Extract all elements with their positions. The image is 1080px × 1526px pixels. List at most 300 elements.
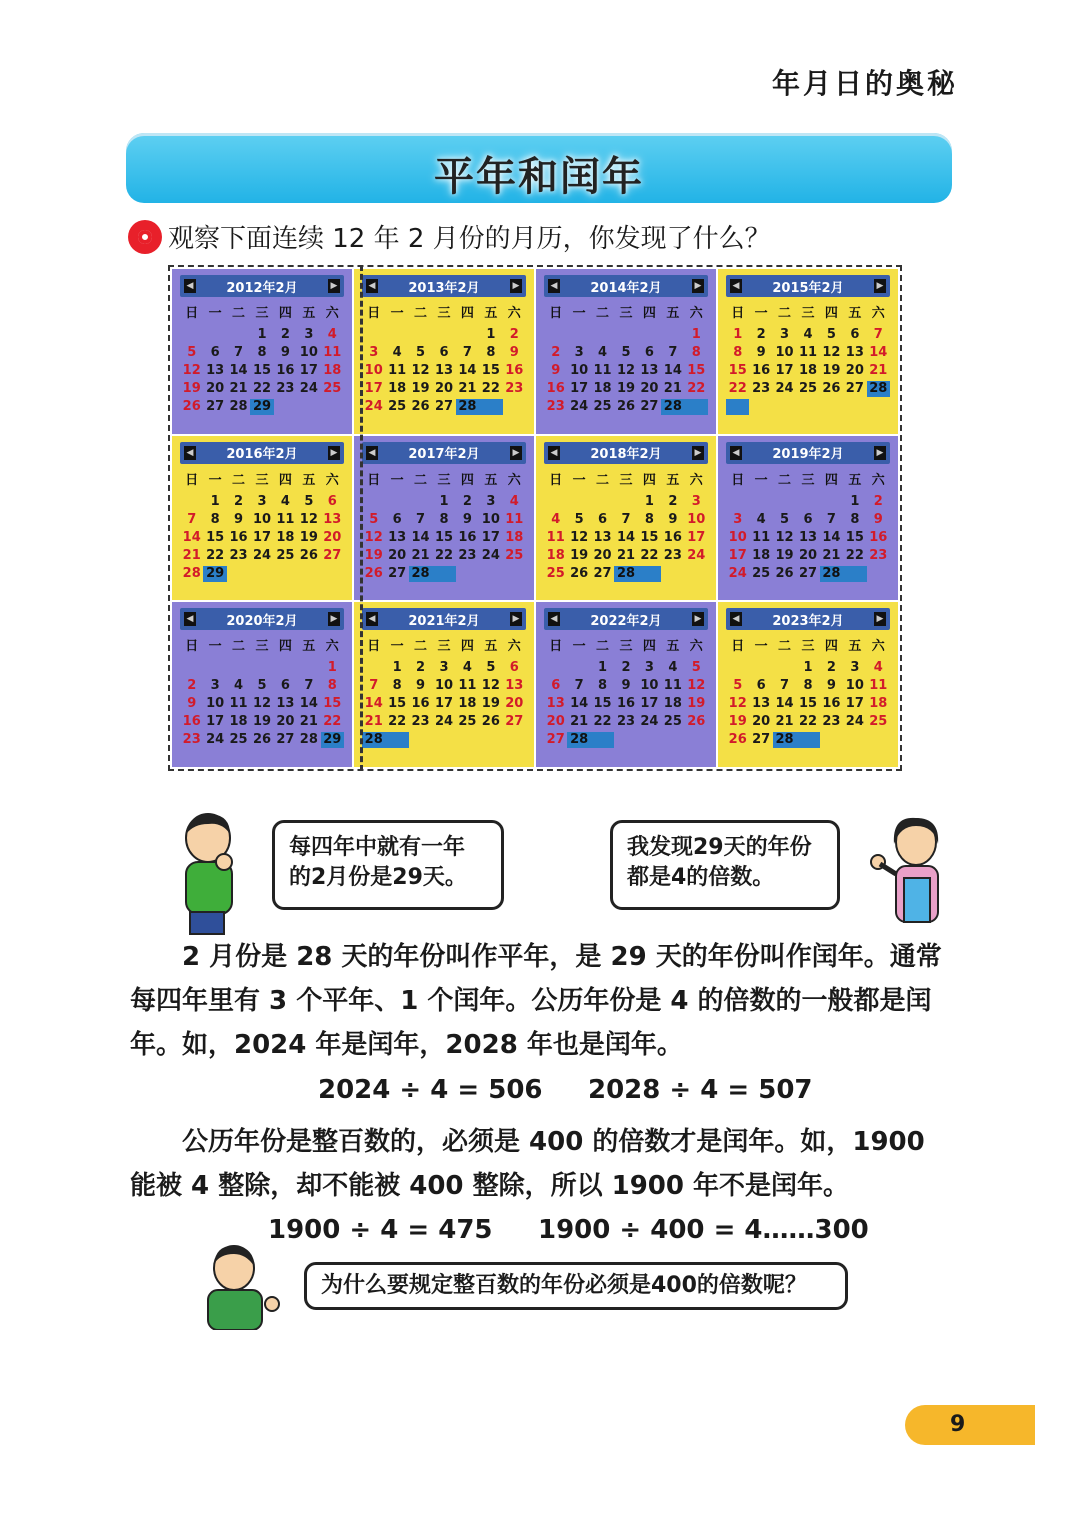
day-cell: 26 [687, 714, 706, 730]
day-cell: 3 [210, 678, 220, 694]
weekday-label: 四 [642, 306, 656, 321]
day-cell: 9 [551, 363, 561, 378]
weekday-label: 二 [232, 639, 246, 655]
boy-thinking-illustration [172, 808, 244, 936]
day-cell: 22 [798, 714, 818, 730]
day-cell: 24 [252, 547, 272, 563]
day-cell: 2 [234, 493, 244, 509]
day-cell: 26 [364, 565, 383, 581]
day-cell: 5 [826, 327, 836, 342]
weekday-label: 二 [596, 639, 610, 655]
day-grid [544, 327, 708, 415]
day-grid [726, 494, 890, 582]
weekday-label: 二 [232, 472, 246, 488]
weekday-label: 一 [390, 306, 404, 321]
day-cell: 18 [869, 696, 888, 712]
day-cell: 11 [458, 678, 477, 694]
day-cell: 21 [663, 381, 682, 396]
question-text: 观察下面连续 12 年 2 月份的月历，你发现了什么？ [168, 224, 771, 254]
weekday-row [362, 469, 526, 488]
day-cell: 27 [505, 714, 524, 730]
day-cell: 18 [388, 381, 407, 396]
day-cell: 9 [826, 678, 836, 694]
day-cell: 18 [505, 529, 524, 545]
day-cell: 8 [257, 345, 267, 360]
weekday-label: 五 [484, 306, 498, 321]
day-cell: 25 [869, 714, 888, 730]
day-cell: 12 [728, 696, 747, 712]
day-cell: 1 [257, 327, 267, 342]
day-cell: 11 [869, 678, 888, 694]
blank-day [385, 494, 408, 510]
day-cell: 22 [323, 714, 342, 730]
day-cell: 29 [203, 566, 226, 582]
month-title: 2017年2月 [408, 447, 480, 463]
weekday-label: 五 [848, 639, 862, 655]
day-cell: 14 [570, 696, 589, 712]
weekday-label: 三 [801, 306, 815, 321]
day-cell: 3 [439, 660, 449, 676]
day-cell: 3 [574, 345, 584, 360]
question-line [128, 218, 771, 255]
day-cell: 23 [752, 381, 771, 396]
weekday-label: 一 [390, 639, 404, 655]
day-cell: 7 [462, 345, 472, 360]
day-cell: 1 [691, 327, 701, 342]
weekday-label: 三 [255, 306, 269, 321]
day-cell: 25 [323, 381, 342, 396]
day-cell: 20 [276, 714, 295, 730]
day-cell: 3 [691, 493, 701, 509]
day-cell: 5 [733, 678, 743, 694]
day-cell: 29 [250, 399, 273, 415]
day-cell: 6 [850, 327, 860, 342]
empty-29-marker [843, 566, 866, 582]
day-cell: 23 [411, 714, 430, 730]
day-cell: 10 [687, 511, 706, 527]
month-title: 2016年2月 [226, 447, 298, 463]
weekday-label: 一 [754, 639, 768, 655]
day-cell: 3 [780, 327, 790, 342]
day-cell: 10 [775, 345, 794, 360]
day-grid [362, 660, 526, 748]
day-cell: 20 [752, 714, 771, 730]
day-cell: 2 [187, 678, 197, 694]
weekday-label: 日 [185, 639, 199, 655]
day-cell: 4 [327, 327, 337, 342]
next-arrow-icon: ▶ [874, 446, 886, 460]
day-cell: 8 [644, 511, 654, 527]
next-arrow-icon: ▶ [874, 612, 886, 626]
month-title: 2020年2月 [226, 613, 298, 629]
day-cell: 7 [873, 327, 883, 342]
day-cell: 15 [323, 696, 342, 712]
day-cell: 13 [798, 529, 818, 545]
day-cell: 27 [206, 399, 225, 414]
day-cell: 6 [803, 511, 813, 527]
month-header [726, 275, 890, 297]
prev-arrow-icon: ◀ [366, 612, 378, 626]
weekday-label: 二 [596, 306, 610, 321]
day-cell: 22 [593, 714, 612, 730]
weekday-label: 四 [278, 306, 292, 321]
day-grid [544, 660, 708, 748]
day-cell: 12 [570, 529, 589, 545]
weekday-label: 四 [642, 639, 656, 655]
weekday-label: 日 [185, 472, 199, 488]
day-cell: 9 [462, 511, 472, 527]
month-calendar [172, 269, 352, 434]
page-number: 9 [950, 1412, 966, 1437]
day-cell: 13 [845, 345, 864, 360]
weekday-row [180, 469, 344, 488]
prev-arrow-icon: ◀ [184, 446, 196, 460]
blank-day [591, 494, 614, 510]
day-cell: 8 [327, 678, 337, 694]
weekday-label: 三 [619, 639, 633, 655]
day-cell: 23 [869, 547, 888, 563]
day-cell: 10 [434, 678, 454, 694]
day-cell: 21 [229, 381, 248, 396]
day-cell: 21 [299, 714, 318, 730]
day-cell: 6 [327, 493, 337, 509]
weekday-label: 三 [255, 639, 269, 655]
next-arrow-icon: ▶ [692, 279, 704, 293]
day-cell: 24 [845, 714, 864, 730]
day-cell: 2 [462, 493, 472, 509]
weekday-row [544, 469, 708, 488]
weekday-row [180, 635, 344, 654]
month-title: 2012年2月 [226, 280, 298, 296]
prev-arrow-icon: ◀ [184, 612, 196, 626]
day-cell: 24 [481, 547, 500, 563]
weekday-row [544, 635, 708, 654]
day-cell: 14 [458, 363, 477, 378]
boy-question-illustration [198, 1240, 282, 1330]
day-cell: 25 [276, 547, 295, 563]
month-header [544, 275, 708, 297]
next-arrow-icon: ▶ [510, 279, 522, 293]
month-header [726, 608, 890, 630]
bubble-line: 每四年中就有一年 [289, 835, 466, 860]
day-cell: 24 [687, 547, 706, 563]
day-cell: 1 [327, 660, 337, 676]
day-cell: 16 [276, 363, 295, 378]
weekday-label: 一 [208, 472, 222, 488]
day-cell: 20 [845, 363, 864, 378]
day-cell: 15 [728, 363, 747, 378]
weekday-label: 三 [255, 472, 269, 488]
equation-2024: 2024 ÷ 4 = 506 [318, 1075, 543, 1105]
next-arrow-icon: ▶ [510, 446, 522, 460]
month-calendar [172, 436, 352, 601]
day-cell: 23 [546, 399, 565, 414]
weekday-label: 五 [302, 306, 316, 321]
weekday-label: 二 [778, 639, 792, 655]
blank-day [362, 327, 385, 343]
day-cell: 22 [728, 381, 747, 396]
day-cell: 3 [733, 511, 743, 527]
day-cell: 27 [640, 399, 659, 414]
day-cell: 11 [752, 529, 771, 545]
day-cell: 15 [434, 529, 454, 545]
day-cell: 22 [640, 547, 659, 563]
day-cell: 28 [182, 565, 201, 581]
calendar-grid [168, 265, 902, 771]
day-cell: 4 [462, 660, 472, 676]
weekday-label: 六 [325, 306, 339, 321]
day-cell: 15 [640, 529, 659, 545]
equation-1900-400: 1900 ÷ 400 = 4……300 [538, 1215, 869, 1245]
equation-1900-4: 1900 ÷ 4 = 475 [268, 1215, 493, 1245]
weekday-label: 五 [302, 639, 316, 655]
weekday-label: 四 [824, 306, 838, 321]
blank-day [661, 327, 684, 343]
month-calendar [718, 602, 898, 767]
weekday-label: 五 [666, 472, 680, 488]
day-cell: 11 [229, 696, 248, 712]
day-cell: 9 [873, 511, 883, 527]
month-calendar [536, 602, 716, 767]
month-header [362, 275, 526, 297]
day-cell: 26 [775, 565, 794, 581]
day-cell: 1 [598, 660, 608, 676]
day-cell: 8 [850, 511, 860, 527]
day-cell: 19 [822, 363, 841, 378]
day-cell: 22 [388, 714, 407, 730]
day-cell: 4 [234, 678, 244, 694]
blank-day [796, 494, 819, 510]
month-header [362, 608, 526, 630]
day-cell: 17 [775, 363, 794, 378]
day-cell: 13 [593, 529, 612, 545]
day-cell: 23 [276, 381, 295, 396]
day-cell: 28 [362, 732, 385, 748]
weekday-label: 日 [549, 306, 563, 321]
day-cell: 21 [570, 714, 589, 730]
bubble-line: 我发现29天的年份 [627, 835, 812, 860]
day-grid [180, 660, 344, 748]
blank-day [749, 494, 772, 510]
day-cell: 24 [640, 714, 659, 730]
weekday-label: 五 [848, 306, 862, 321]
day-cell: 6 [392, 511, 402, 527]
day-grid [726, 327, 890, 415]
day-cell: 28 [456, 399, 479, 415]
blank-day [180, 327, 203, 343]
day-cell: 23 [229, 547, 248, 563]
paragraph-1: 2 月份是 28 天的年份叫作平年，是 29 天的年份叫作闰年。通常每四年里有 3 个平年、1 个闰年。公历年份是 4 的倍数的一般都是闰年。如，2024 年是闰年，2028 年也是闰年。 [130, 942, 942, 1060]
day-cell: 20 [323, 529, 342, 545]
day-cell: 11 [798, 345, 818, 360]
blank-day [362, 494, 385, 510]
day-cell: 27 [388, 565, 407, 581]
blank-day [250, 660, 273, 676]
day-grid [362, 494, 526, 582]
paragraph-2: 公历年份是整百数的，必须是 400 的倍数才是闰年。如，1900 能被 4 整除，却不能被 400 整除，所以 1900 年不是闰年。 [130, 1127, 925, 1201]
next-arrow-icon: ▶ [328, 279, 340, 293]
day-cell: 21 [458, 381, 477, 396]
day-cell: 10 [299, 345, 318, 360]
day-cell: 17 [845, 696, 864, 712]
day-cell: 19 [252, 714, 272, 730]
prev-arrow-icon: ◀ [548, 612, 560, 626]
month-title: 2021年2月 [408, 613, 480, 629]
day-cell: 22 [481, 381, 500, 396]
weekday-row [180, 302, 344, 321]
weekday-row [362, 635, 526, 654]
day-cell: 14 [822, 529, 841, 545]
weekday-label: 三 [619, 472, 633, 488]
day-cell: 8 [803, 678, 813, 694]
day-cell: 12 [182, 363, 201, 378]
day-cell: 8 [486, 345, 496, 360]
weekday-label: 日 [731, 639, 745, 655]
day-cell: 18 [593, 381, 612, 396]
weekday-label: 日 [185, 306, 199, 321]
day-cell: 29 [321, 732, 344, 748]
blank-day [567, 327, 590, 343]
prev-arrow-icon: ◀ [366, 446, 378, 460]
day-cell: 15 [798, 696, 818, 712]
day-cell: 19 [364, 547, 383, 563]
blank-day [297, 660, 320, 676]
day-cell: 9 [509, 345, 519, 360]
day-cell: 18 [458, 696, 477, 712]
weekday-label: 二 [232, 306, 246, 321]
day-cell: 5 [304, 493, 314, 509]
weekday-row [726, 469, 890, 488]
month-calendar [536, 436, 716, 601]
day-cell: 23 [458, 547, 477, 563]
blank-day [726, 494, 749, 510]
prev-arrow-icon: ◀ [366, 279, 378, 293]
day-cell: 5 [416, 345, 426, 360]
day-grid [544, 494, 708, 582]
weekday-row [726, 302, 890, 321]
day-cell: 26 [252, 732, 272, 748]
weekday-label: 三 [437, 306, 451, 321]
day-cell: 21 [182, 547, 201, 563]
day-cell: 5 [486, 660, 496, 676]
day-cell: 6 [280, 678, 290, 694]
month-calendar [354, 602, 534, 767]
day-cell: 25 [593, 399, 612, 414]
weekday-label: 四 [460, 306, 474, 321]
month-title: 2023年2月 [772, 613, 844, 629]
day-cell: 10 [364, 363, 383, 378]
weekday-label: 一 [208, 639, 222, 655]
weekday-label: 五 [848, 472, 862, 488]
day-cell: 16 [182, 714, 201, 730]
blank-day [227, 327, 250, 343]
day-cell: 6 [598, 511, 608, 527]
day-cell: 11 [546, 529, 565, 545]
day-cell: 1 [486, 327, 496, 342]
month-title: 2015年2月 [772, 280, 844, 296]
day-cell: 10 [206, 696, 225, 712]
day-cell: 28 [229, 399, 248, 414]
weekday-label: 三 [801, 639, 815, 655]
day-cell: 26 [481, 714, 500, 730]
weekday-label: 六 [871, 472, 885, 488]
day-cell: 6 [509, 660, 519, 676]
weekday-label: 四 [460, 472, 474, 488]
weekday-label: 一 [572, 472, 586, 488]
day-cell: 18 [323, 363, 342, 378]
day-cell: 22 [434, 547, 454, 563]
day-cell: 11 [593, 363, 612, 378]
day-cell: 3 [257, 493, 267, 509]
month-header [726, 442, 890, 464]
weekday-label: 二 [414, 306, 428, 321]
equation-2028: 2028 ÷ 4 = 507 [588, 1075, 813, 1105]
prev-arrow-icon: ◀ [730, 612, 742, 626]
blank-day [362, 660, 385, 676]
day-cell: 15 [252, 363, 272, 378]
blank-day [203, 327, 226, 343]
day-cell: 23 [182, 732, 201, 748]
day-cell: 1 [733, 327, 743, 342]
day-cell: 4 [756, 511, 766, 527]
day-cell: 4 [509, 493, 519, 509]
day-cell: 4 [551, 511, 561, 527]
day-cell: 24 [299, 381, 318, 396]
day-grid [180, 327, 344, 415]
day-cell: 2 [621, 660, 631, 676]
day-cell: 19 [182, 381, 201, 396]
blank-day [432, 327, 455, 343]
day-cell: 7 [234, 345, 244, 360]
weekday-label: 五 [484, 639, 498, 655]
day-cell: 4 [803, 327, 813, 342]
day-cell: 5 [574, 511, 584, 527]
day-cell: 14 [364, 696, 383, 712]
day-cell: 27 [434, 399, 454, 414]
blank-day [203, 660, 226, 676]
day-cell: 2 [280, 327, 290, 342]
day-cell: 13 [323, 511, 342, 527]
weekday-label: 一 [390, 472, 404, 488]
day-cell: 15 [593, 696, 612, 712]
blank-day [274, 660, 297, 676]
weekday-label: 六 [507, 472, 521, 488]
day-cell: 3 [850, 660, 860, 676]
day-cell: 9 [668, 511, 678, 527]
day-cell: 8 [733, 345, 743, 360]
empty-29-marker [591, 732, 614, 748]
day-cell: 2 [551, 345, 561, 360]
weekday-label: 一 [754, 306, 768, 321]
day-cell: 1 [803, 660, 813, 676]
day-cell: 17 [299, 363, 318, 378]
day-cell: 26 [728, 732, 747, 748]
weekday-row [726, 635, 890, 654]
weekday-label: 四 [642, 472, 656, 488]
day-cell: 28 [661, 399, 684, 415]
weekday-label: 一 [208, 306, 222, 321]
weekday-label: 日 [549, 472, 563, 488]
blank-day [749, 660, 772, 676]
speech-bubble-question [304, 1262, 848, 1310]
day-cell: 12 [481, 678, 500, 694]
day-cell: 26 [299, 547, 318, 563]
day-cell: 28 [867, 381, 890, 397]
day-cell: 22 [845, 547, 864, 563]
blank-day [726, 660, 749, 676]
empty-29-marker [479, 399, 502, 415]
blank-day [544, 660, 567, 676]
